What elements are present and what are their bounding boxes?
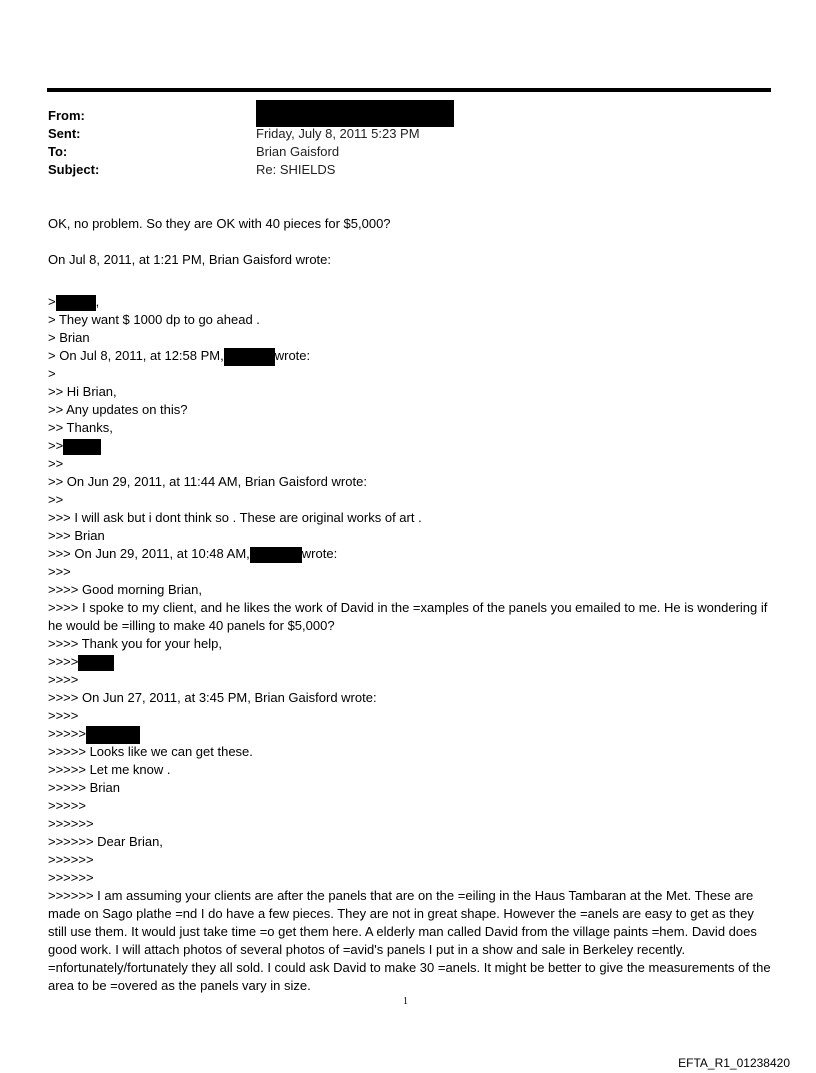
redaction-name — [56, 295, 96, 311]
quote-line: >>>> Good morning Brian, — [48, 582, 202, 597]
to-label: To: — [48, 144, 68, 159]
quote-line: >>>>> Brian — [48, 780, 120, 795]
quote-line: > Brian — [48, 330, 90, 345]
quote-line: >> — [48, 492, 64, 507]
quote-line: >>> — [48, 564, 71, 579]
redaction-name — [250, 547, 302, 563]
quote-line: > — [48, 366, 56, 381]
from-label: From: — [48, 108, 85, 123]
subject-label: Subject: — [48, 162, 100, 177]
sent-label: Sent: — [48, 126, 81, 141]
quote-line: >> On Jun 29, 2011, at 11:44 AM, Brian Gaisford wrote: — [48, 474, 367, 489]
quote-line: >>>> — [48, 708, 79, 723]
quote-line: > , — [48, 294, 100, 309]
quote-line: >> Hi Brian, — [48, 384, 117, 399]
email-body — [48, 215, 773, 995]
quote-line: > They want $ 1000 dp to go ahead . — [48, 312, 260, 327]
quote-line: >>>>>> — [48, 852, 94, 867]
quote-line: >> Thanks, — [48, 420, 113, 435]
quote-line: >>>> Thank you for your help, — [48, 636, 222, 651]
quote-paragraph: >>>>>> I am assuming your clients are after the panels that are on the =eiling in the Haus Tambaran at the Met. These are made on Sago plathe =nd I do have a few pieces. They are not in great shape. However the =anels are easy to get as they still use them. It would just take time =o get them here. A elderly man called David from the village paints =hem. David does good work. I will attach photos of several photos of =avid's panels I put in a show and sale in Berkeley recently. =nfortunately/fortunately they all sold. I could ask David to make 30 =anels. It might be better to give the measurements of the area to be =overed as the panels vary in size. — [48, 888, 771, 993]
quote-line: >>>>>> — [48, 816, 94, 831]
page-number: 1 — [403, 996, 408, 1007]
quote-line: >>>> — [48, 653, 773, 671]
redaction-name — [78, 655, 114, 671]
redaction-from — [256, 100, 454, 127]
document-id: EFTA_R1_01238420 — [678, 1056, 790, 1070]
redaction-name — [63, 439, 101, 455]
reply-text: OK, no problem. So they are OK with 40 pieces for $5,000? — [48, 216, 391, 231]
quote-line: >>>> On Jun 27, 2011, at 3:45 PM, Brian Gaisford wrote: — [48, 690, 377, 705]
redaction-name — [224, 348, 275, 366]
attribution-line: On Jul 8, 2011, at 1:21 PM, Brian Gaisford wrote: — [48, 252, 332, 267]
quote-line: >>>>>> Dear Brian, — [48, 834, 163, 849]
redaction-name — [86, 726, 140, 744]
quote-line: >>> I will ask but i dont think so . These are original works of art . — [48, 510, 422, 525]
quote-line: >>> Brian — [48, 528, 105, 543]
to-value: Brian Gaisford — [256, 144, 340, 159]
quote-line: >>>> — [48, 672, 79, 687]
subject-value: Re: SHIELDS — [256, 162, 336, 177]
header-rule — [47, 88, 771, 92]
quote-line: >>> On Jun 29, 2011, at 10:48 AM, wrote: — [48, 546, 338, 561]
quote-line: >>>>> — [48, 798, 86, 813]
quote-line: >>>>>> — [48, 870, 94, 885]
quote-line: >> — [48, 456, 64, 471]
quote-line: >>>>> Let me know . — [48, 762, 171, 777]
quote-line: >>>>> Looks like we can get these. — [48, 744, 253, 759]
quote-line: > On Jul 8, 2011, at 12:58 PM, wrote: — [48, 347, 773, 365]
quote-paragraph: >>>> I spoke to my client, and he likes the work of David in the =xamples of the panels you emailed to me. He is wondering if he would be =illing to make 40 panels for $5,000? — [48, 600, 768, 633]
quote-line: >>>>> — [48, 725, 773, 743]
quote-line: >> — [48, 437, 773, 455]
sent-value: Friday, July 8, 2011 5:23 PM — [256, 126, 420, 141]
quote-line: >> Any updates on this? — [48, 402, 188, 417]
